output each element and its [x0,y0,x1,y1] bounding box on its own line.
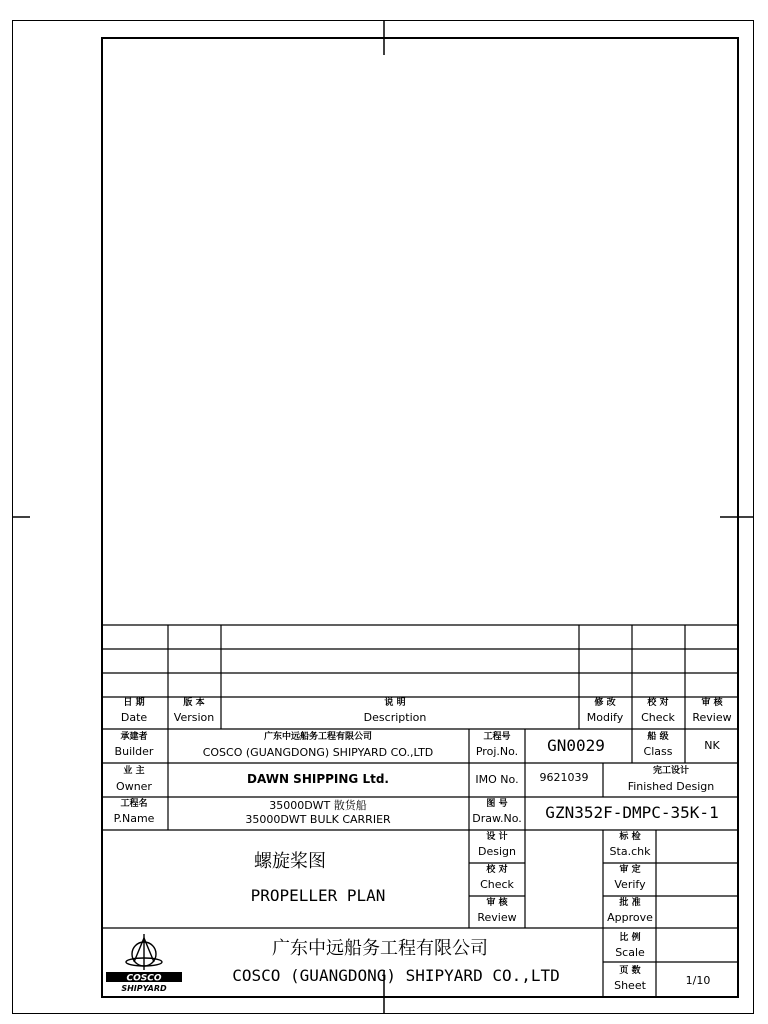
design-label-cn: 设 计 [486,832,508,842]
proj-number: GN0029 [547,736,605,755]
drawing-number: GZN352F-DMPC-35K-1 [545,803,719,822]
proj-label: Proj.No. [475,745,519,758]
stage-value-cn: 完工设计 [652,766,690,776]
company-name-cn: 广东中远船务工程有限公司 [272,938,488,959]
check-label: Check [641,711,675,724]
scale-label: Scale [615,946,645,959]
cosco-logo-icon [104,932,184,994]
owner-label: Owner [116,780,152,793]
modify-label: Modify [586,711,624,724]
company-name: COSCO (GUANGDONG) SHIPYARD CO.,LTD [232,966,560,985]
description-label: Description [363,711,427,724]
drawing-title: PROPELLER PLAN [250,886,386,905]
approve-label: Approve [607,911,653,924]
stage-value: Finished Design [627,780,715,793]
check-label-cn: 校 对 [647,698,669,708]
signoff-review-label: Review [477,911,517,924]
pname-value-line2: 35000DWT BULK CARRIER [245,813,391,826]
review-label-cn: 审 核 [701,698,723,708]
design-label: Design [478,845,516,858]
stachk-label: Sta.chk [609,845,651,858]
class-label-cn: 船 级 [647,732,669,742]
sheet-value: 1/10 [685,974,711,987]
approve-label-cn: 批 准 [619,898,641,908]
date-label: Date [120,711,148,724]
pname-label: P.Name [113,812,155,825]
builder-value-cn: 广东中远船务工程有限公司 [263,732,373,742]
verify-label-cn: 审 定 [619,865,641,875]
scale-label-cn: 比 例 [619,933,641,943]
stachk-label-cn: 标 检 [619,832,641,842]
sheet-label-cn: 页 数 [619,966,641,976]
signoff-check-label: Check [480,878,514,891]
drawno-label: Draw.No. [472,812,522,825]
logo-brand-text: COSCO [126,973,162,984]
signoff-check-label-cn: 校 对 [486,865,508,875]
class-label: Class [643,745,673,758]
modify-label-cn: 修 改 [594,698,616,708]
proj-label-cn: 工程号 [483,732,511,742]
pname-label-cn: 工程名 [120,799,148,809]
drawing-title-cn: 螺旋桨图 [254,851,326,872]
imo-label: IMO No. [475,773,519,786]
drawno-label-cn: 图 号 [486,799,508,809]
builder-label: Builder [114,745,154,758]
owner-label-cn: 业 主 [123,766,145,776]
review-label: Review [692,711,732,724]
logo-sub-text: SHIPYARD [121,984,167,993]
builder-label-cn: 承建者 [120,732,148,742]
description-label-cn: 说 明 [384,698,406,708]
sheet-label: Sheet [614,979,646,992]
builder-value: COSCO (GUANGDONG) SHIPYARD CO.,LTD [202,746,434,759]
version-label-cn: 版 本 [183,698,205,708]
owner-value: DAWN SHIPPING Ltd. [247,772,389,786]
version-label: Version [173,711,215,724]
signoff-review-label-cn: 审 核 [486,898,508,908]
class-value: NK [704,739,720,752]
verify-label: Verify [614,878,646,891]
date-label-cn: 日 期 [123,698,145,708]
imo-value: 9621039 [539,771,589,784]
pname-value-line1: 35000DWT 散货船 [269,799,367,812]
